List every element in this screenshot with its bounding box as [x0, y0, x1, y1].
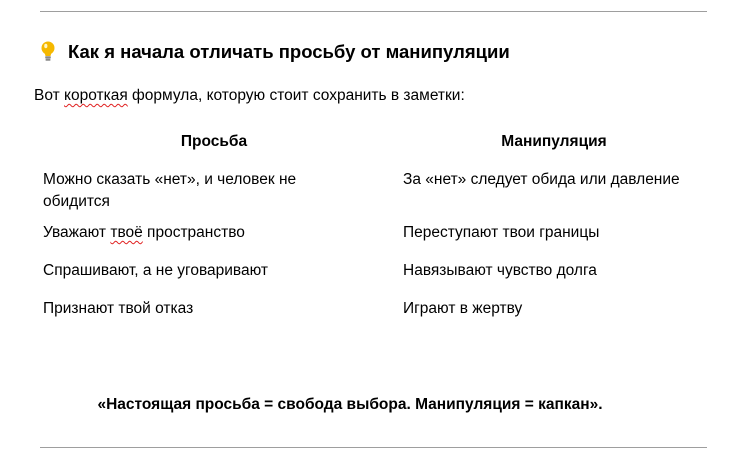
intro-text	[34, 86, 465, 106]
request-cell: Признают твой отказ	[43, 300, 194, 317]
request-after: пространство	[142, 224, 245, 241]
request-cell	[34, 222, 394, 260]
manipulation-cell: Навязывают чувство долга	[403, 262, 597, 279]
header-request: Просьба	[180, 133, 248, 150]
table-row	[34, 298, 714, 336]
request-cell: Спрашивают, а не уговаривают	[43, 262, 268, 279]
table-row	[34, 222, 714, 260]
manipulation-cell: Переступают твои границы	[403, 224, 600, 241]
request-before: Уважают	[43, 224, 111, 241]
top-divider	[40, 11, 707, 12]
spellcheck-word[interactable]: короткая	[64, 87, 128, 104]
section-heading	[38, 40, 510, 64]
heading-text: Как я начала отличать просьбу от манипуляции	[68, 41, 510, 62]
spellcheck-word[interactable]: твоё	[110, 224, 143, 241]
comparison-table	[34, 122, 714, 336]
manipulation-cell: За «нет» следует обида или давление	[403, 171, 680, 188]
manipulation-cell: Играют в жертву	[403, 300, 523, 317]
table-row	[34, 169, 714, 222]
lightbulb-icon	[38, 40, 58, 64]
header-manipulation: Манипуляция	[501, 133, 607, 150]
intro-after: формула, которую стоит сохранить в заметки:	[127, 87, 465, 104]
bottom-divider	[40, 447, 707, 448]
summary-quote: «Настоящая просьба = свобода выбора. Манипуляция = капкан».	[97, 396, 603, 413]
table-row	[34, 260, 714, 298]
table-header-row	[34, 122, 714, 162]
intro-before: Вот	[34, 87, 65, 104]
request-cell: Можно сказать «нет», и человек не обидится	[43, 171, 297, 210]
